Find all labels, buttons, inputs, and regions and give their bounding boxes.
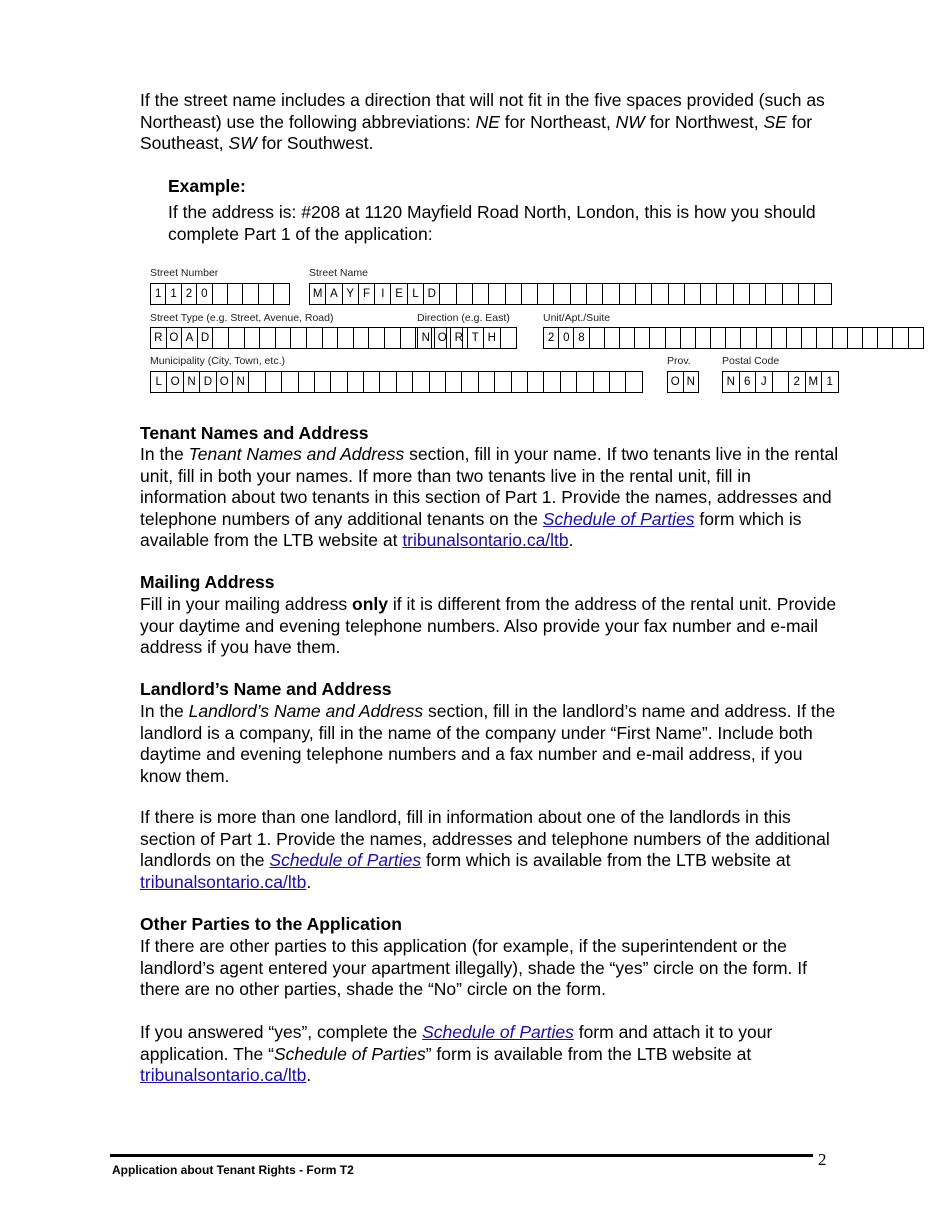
char-box: 1 [151,284,166,304]
char-box [446,372,462,392]
text: . [568,530,574,550]
char-box [909,328,924,348]
char-box [863,328,878,348]
char-box [750,284,766,304]
char-box [773,372,790,392]
char-box [385,328,401,348]
char-box [501,328,518,348]
text: form which is available from the LTB website at [140,508,802,550]
intro-text: for Northeast, [499,111,616,132]
char-box: F [359,284,375,304]
abbr-se: SE [763,111,787,132]
char-box: O [167,328,183,348]
direction-boxes [417,327,517,349]
char-box [652,284,668,304]
text: section, fill in the landlord’s name and address. If the landlord is a company, fill in the name of the company under “First Name”. Include both daytime and evening telephone numbers and a fax number and e-mail address, if you know them. [140,701,836,786]
char-box [228,284,243,304]
char-box [413,372,429,392]
char-box: N [184,372,200,392]
street-type-label: Street Type (e.g. Street, Avenue, Road) [150,312,334,324]
char-box [603,284,619,304]
char-box [711,328,726,348]
street-number-boxes [150,283,290,305]
text: Fill in your mailing address [140,594,353,614]
landlord-paragraph [140,701,840,787]
char-box [479,372,495,392]
example-heading: Example: [168,176,246,196]
char-box: M [806,372,823,392]
char-box [635,328,650,348]
char-box [299,372,315,392]
intro-paragraph [140,90,840,155]
char-box [636,284,652,304]
char-box: R [151,328,167,348]
char-box [354,328,370,348]
char-box [620,284,636,304]
char-box [291,328,307,348]
char-box [802,328,817,348]
text: . [306,871,312,892]
char-box: 8 [574,328,589,348]
char-box [620,328,635,348]
char-box [799,284,815,304]
text: If there is more than one landlord, fill in information about one of the landlords in this section of Part 1. Provide the names, addresses and telephone numbers of the additional landlords on the [140,807,830,870]
char-box [506,284,522,304]
char-box: 0 [559,328,574,348]
char-box [726,328,741,348]
text: In the [140,444,189,464]
char-box [282,372,298,392]
municipality-boxes [150,371,643,393]
char-box [666,328,681,348]
abbr-nw: NW [615,111,645,132]
char-box: A [182,328,198,348]
char-box [681,328,696,348]
char-box [397,372,413,392]
intro-text: for Northwest, [644,111,764,132]
char-box [626,372,642,392]
text: If you answered “yes”, complete the [140,1022,423,1042]
char-box [538,284,554,304]
other-parties-paragraph: If there are other parties to this application (for example, if the superintendent or the landlord’s agent entered your apartment illegally), shade the “yes” circle on the form. If there are no other parties, shade the “No” circle on the form. [140,936,807,999]
char-box: L [151,372,167,392]
postal-label: Postal Code [722,355,780,367]
char-box [685,284,701,304]
char-box [833,328,848,348]
char-box [274,284,289,304]
char-box: J [756,372,773,392]
char-box [245,328,261,348]
ltb-website-link[interactable]: tribunalsontario.ca/ltb [402,530,569,550]
char-box [266,372,282,392]
other-parties-heading: Other Parties to the Application [140,914,402,934]
char-box [787,328,802,348]
char-box: O [435,328,452,348]
char-box [522,284,538,304]
char-box [457,284,473,304]
char-box [610,372,626,392]
char-box [783,284,799,304]
char-box [669,284,685,304]
char-box [380,372,396,392]
char-box: A [326,284,342,304]
text-italic: Schedule of Parties [273,1043,426,1064]
example-text: If the address is: #208 at 1120 Mayfield Road North, London, this is how you should complete Part 1 of the application: [168,202,816,244]
char-box: I [375,284,391,304]
schedule-of-parties-link[interactable]: Schedule of Parties [269,850,422,870]
footer-rule [110,1154,813,1157]
text: section, fill in your name. If two tenants live in the rental unit, fill in both your names. If more than two tenants live in the rental unit, fill in information about two tenants in this section of Part 1. Provide the names, addresses and telephone numbers of any additional tenants on the [140,444,839,529]
char-box: D [424,284,440,304]
char-box [512,372,528,392]
unit-label: Unit/Apt./Suite [543,312,611,324]
char-box [766,284,782,304]
char-box [772,328,787,348]
text-italic: Tenant Names and Address [188,444,405,464]
char-box [430,372,446,392]
char-box: O [167,372,183,392]
mailing-paragraph [140,594,840,659]
char-box: 1 [822,372,839,392]
char-box: L [408,284,424,304]
abbr-ne: NE [475,111,500,132]
other-parties-paragraph-2 [140,1022,840,1087]
char-box [229,328,245,348]
char-box [594,372,610,392]
direction-label: Direction (e.g. East) [417,312,510,324]
char-box [495,372,511,392]
intro-text: for Southwest. [256,133,374,153]
char-box [741,328,756,348]
text: ” form is available from the LTB website at [425,1043,752,1064]
municipality-label: Municipality (City, Town, etc.) [150,355,285,367]
char-box [307,328,323,348]
tenant-paragraph [140,444,840,552]
char-box [440,284,456,304]
ltb-website-link[interactable]: tribunalsontario.ca/ltb [140,871,307,892]
street-number-label: Street Number [150,267,219,279]
char-box [249,372,265,392]
char-box: M [310,284,326,304]
char-box [260,328,276,348]
footer-title: Application about Tenant Rights - Form T2 [112,1163,354,1177]
char-box: 2 [182,284,197,304]
char-box [243,284,258,304]
char-box: 1 [166,284,181,304]
char-box: R [451,328,468,348]
prov-boxes [667,371,699,393]
char-box [554,284,570,304]
char-box [338,328,354,348]
text: In the [140,701,189,721]
char-box: O [217,372,233,392]
char-box: D [198,328,214,348]
text: form which is available from the LTB website at [421,850,791,870]
page-number: 2 [818,1150,827,1169]
char-box: O [668,372,684,392]
schedule-of-parties-link[interactable]: Schedule of Parties [422,1022,574,1042]
char-box [213,328,229,348]
char-box [848,328,863,348]
char-box: 2 [789,372,806,392]
char-box [489,284,505,304]
unit-boxes [543,327,924,349]
char-box [323,328,339,348]
char-box [696,328,711,348]
char-box [528,372,544,392]
landlord-paragraph-2 [140,807,840,893]
char-box [473,284,489,304]
char-box: H [484,328,501,348]
char-box [571,284,587,304]
prov-label: Prov. [667,355,691,367]
text: if it is different from the address of the rental unit. Provide your daytime and evening telephone numbers. Also provide your fax number and e-mail address if you have them. [140,594,837,657]
char-box [213,284,228,304]
landlord-heading: Landlord’s Name and Address [140,679,392,699]
intro-text: for Southeast, [140,111,813,153]
street-type-boxes [150,327,463,349]
char-box: Y [343,284,359,304]
char-box [817,328,832,348]
char-box: D [200,372,216,392]
intro-text: If the street name includes a direction that will not fit in the five spaces provided (such as Northeast) use the following abbreviations: [140,90,825,132]
char-box: 2 [544,328,559,348]
char-box [717,284,733,304]
char-box [364,372,380,392]
char-box [561,372,577,392]
text-bold: only [352,594,389,614]
char-box [276,328,292,348]
street-name-boxes [309,283,832,305]
char-box [462,372,478,392]
char-box [259,284,274,304]
char-box [577,372,593,392]
char-box [815,284,831,304]
char-box [590,328,605,348]
char-box [544,372,560,392]
text-italic: Landlord’s Name and Address [188,701,424,721]
char-box: N [684,372,700,392]
postal-boxes [722,371,839,393]
char-box [587,284,603,304]
char-box [757,328,772,348]
char-box: E [391,284,407,304]
char-box [605,328,620,348]
char-box: 6 [740,372,757,392]
ltb-website-link[interactable]: tribunalsontario.ca/ltb [140,1065,307,1085]
char-box [893,328,908,348]
char-box: N [233,372,249,392]
char-box [331,372,347,392]
char-box [348,372,364,392]
char-box [650,328,665,348]
char-box [701,284,717,304]
schedule-of-parties-link[interactable]: Schedule of Parties [542,508,695,529]
text: form and attach it to your application. The “ [140,1022,773,1064]
char-box: N [723,372,740,392]
char-box [369,328,385,348]
mailing-heading: Mailing Address [140,572,275,592]
char-box [878,328,893,348]
text: . [306,1065,312,1085]
char-box [401,328,417,348]
char-box: 0 [197,284,212,304]
char-box [734,284,750,304]
char-box: N [418,328,435,348]
char-box: T [468,328,485,348]
tenant-heading: Tenant Names and Address [140,423,369,443]
abbr-sw: SW [228,133,257,153]
char-box [315,372,331,392]
street-name-label: Street Name [309,267,368,279]
